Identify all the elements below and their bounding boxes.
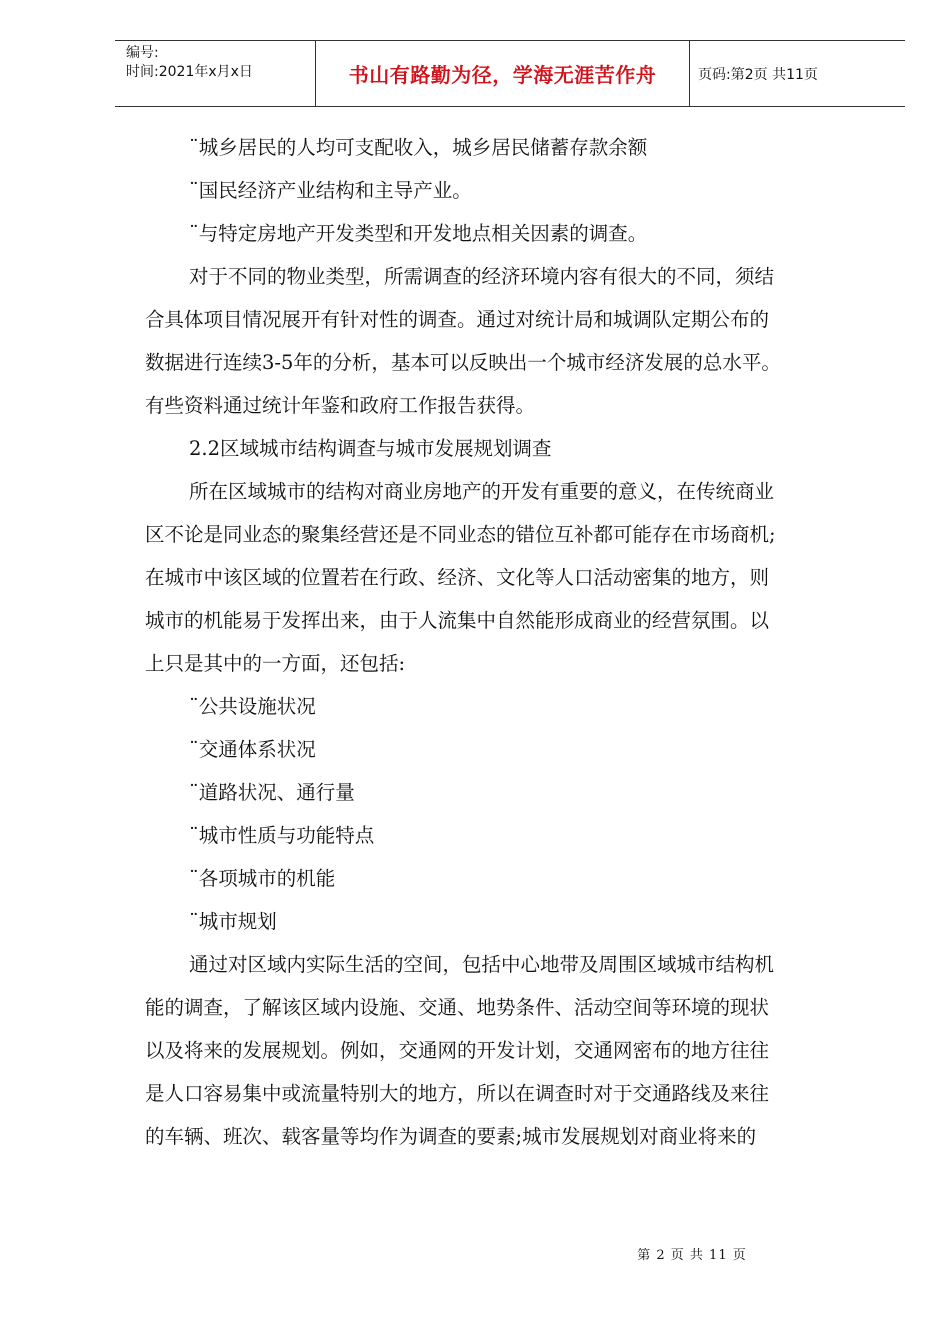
bullet-line: ¨与特定房地产开发类型和开发地点相关因素的调查。 bbox=[189, 222, 648, 245]
paragraph-line: 对于不同的物业类型，所需调查的经济环境内容有很大的不同，须结 bbox=[189, 265, 775, 288]
document-number-label: 编号: bbox=[126, 45, 159, 61]
paragraph-line: 在城市中该区域的位置若在行政、经济、文化等人口活动密集的地方，则 bbox=[145, 566, 770, 589]
paragraph-line: 城市的机能易于发挥出来，由于人流集中自然能形成商业的经营氛围。以 bbox=[145, 609, 770, 632]
header-meta bbox=[115, 41, 316, 106]
paragraph-line: 以及将来的发展规划。例如，交通网的开发计划，交通网密布的地方往往 bbox=[145, 1039, 770, 1062]
document-body bbox=[145, 126, 875, 1158]
paragraph-line: 数据进行连续3-5年的分析，基本可以反映出一个城市经济发展的总水平。 bbox=[145, 351, 781, 374]
bullet-line: ¨交通体系状况 bbox=[189, 738, 316, 761]
header-page-info-cell bbox=[690, 41, 905, 106]
paragraph-line: 能的调查，了解该区域内设施、交通、地势条件、活动空间等环境的现状 bbox=[145, 996, 770, 1019]
paragraph-line: 是人口容易集中或流量特别大的地方，所以在调查时对于交通路线及来往 bbox=[145, 1082, 770, 1105]
paragraph-line: 有些资料通过统计年鉴和政府工作报告获得。 bbox=[145, 394, 536, 417]
paragraph-line: 合具体项目情况展开有针对性的调查。通过对统计局和城调队定期公布的 bbox=[145, 308, 770, 331]
bullet-line: ¨国民经济产业结构和主导产业。 bbox=[189, 179, 472, 202]
paragraph-line: 所在区域城市的结构对商业房地产的开发有重要的意义，在传统商业 bbox=[189, 480, 775, 503]
header-motto: 书山有路勤为径，学海无涯苦作舟 bbox=[348, 63, 657, 87]
bullet-line: ¨城市规划 bbox=[189, 910, 277, 933]
bullet-line: ¨城市性质与功能特点 bbox=[189, 824, 375, 847]
paragraph-line: 通过对区域内实际生活的空间，包括中心地带及周围区域城市结构机 bbox=[189, 953, 775, 976]
section-heading: 2.2区域城市结构调查与城市发展规划调查 bbox=[189, 437, 552, 460]
header-page-info: 页码:第2页 共11页 bbox=[698, 66, 818, 83]
bullet-line: ¨公共设施状况 bbox=[189, 695, 316, 718]
paragraph-line: 区不论是同业态的聚集经营还是不同业态的错位互补都可能存在市场商机; bbox=[145, 523, 776, 546]
document-time-label: 时间:2021年x月x日 bbox=[126, 64, 253, 80]
page-header bbox=[115, 40, 905, 107]
bullet-line: ¨道路状况、通行量 bbox=[189, 781, 355, 804]
paragraph-line: 上只是其中的一方面，还包括: bbox=[145, 652, 406, 675]
bullet-line: ¨城乡居民的人均可支配收入，城乡居民储蓄存款余额 bbox=[189, 136, 648, 159]
paragraph-line: 的车辆、班次、载客量等均作为调查的要素;城市发展规划对商业将来的 bbox=[145, 1125, 757, 1148]
bullet-line: ¨各项城市的机能 bbox=[189, 867, 336, 890]
page-footer: 第 2 页 共 11 页 bbox=[637, 1248, 747, 1263]
header-motto-cell bbox=[316, 41, 690, 106]
